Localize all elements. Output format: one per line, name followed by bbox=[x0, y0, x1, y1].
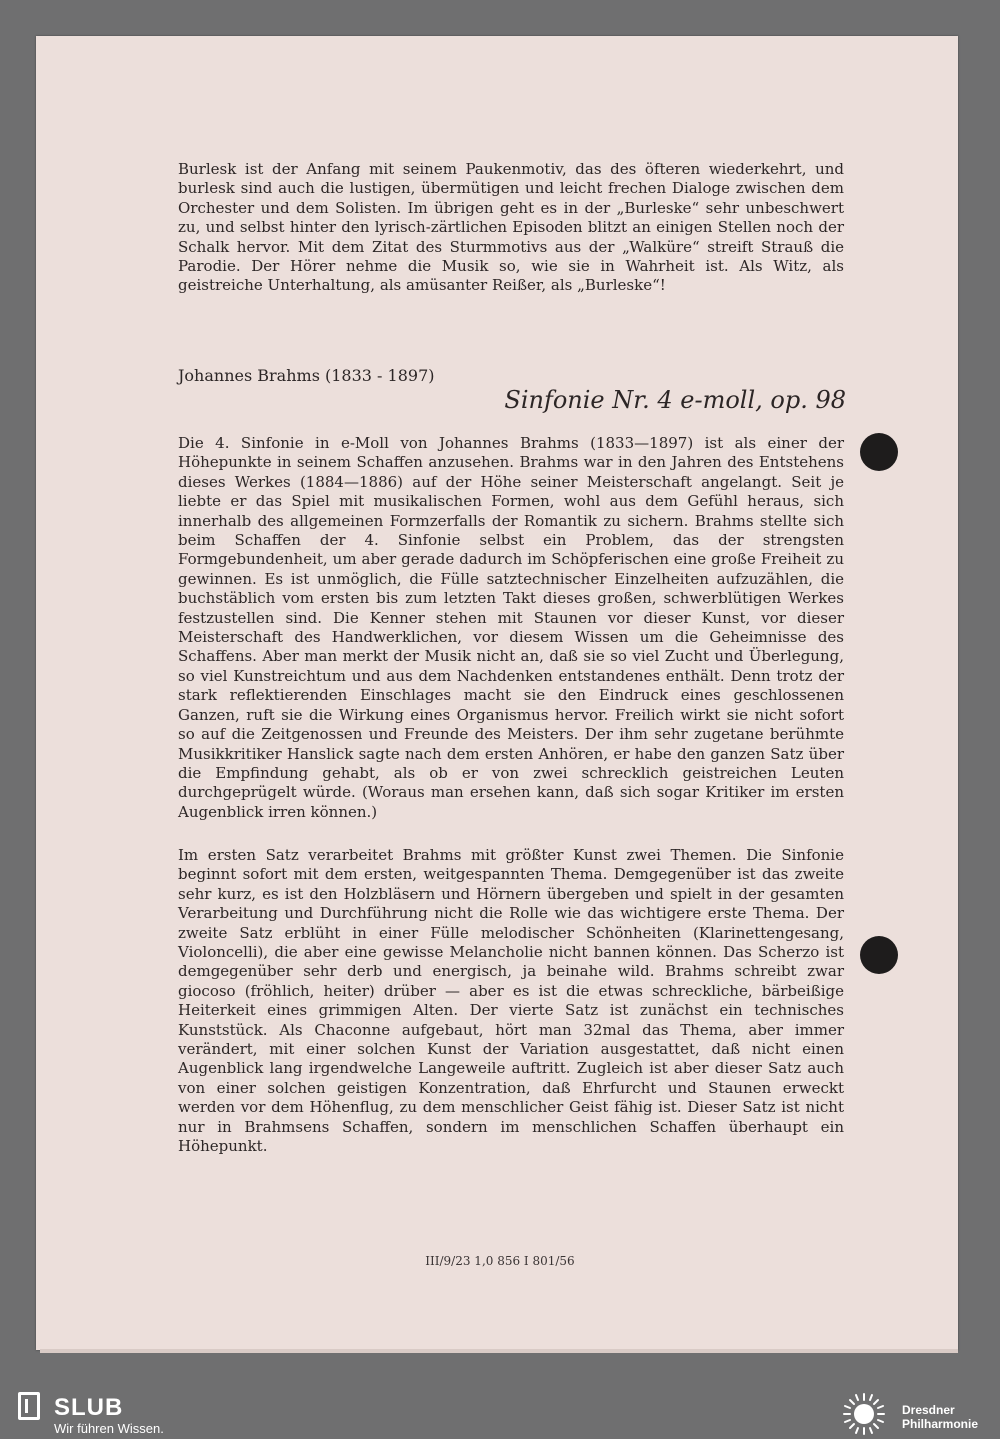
library-name: SLUB bbox=[54, 1394, 124, 1421]
punch-hole-bottom bbox=[860, 936, 898, 974]
library-tagline: Wir führen Wissen. bbox=[54, 1421, 164, 1436]
partner-name-line2: Philharmonie bbox=[902, 1417, 979, 1431]
punch-hole-top bbox=[860, 433, 898, 471]
partner-name bbox=[902, 1403, 978, 1431]
partner-name-line1: Dresdner bbox=[902, 1403, 955, 1417]
footer-bar bbox=[0, 1388, 1000, 1439]
composer-heading: Johannes Brahms (1833 - 1897) bbox=[178, 366, 435, 385]
print-code: III/9/23 1,0 856 I 801/56 bbox=[425, 1254, 575, 1268]
symphony-paragraph-1: Die 4. Sinfonie in e-Moll von Johannes Brahms (1833—1897) ist als einer der Höhepunkte in seinem Schaffen anzusehen. Brahms war in den Jahren des Entstehens dieses Werkes (1884—1886) auf der Höhe seiner Meisterschaft angelangt. Seit je liebte er das Spiel mit musikalischen Formen, wohl aus dem Gefühl heraus, sich innerhalb des allgemeinen Formzerfalls der Romantik zu sichern. Brahms stellte sich beim Schaffen der 4. Sinfonie selbst ein Problem, das der strengsten Formgebundenheit, um aber gerade dadurch im Schöpferischen eine große Freiheit zu gewinnen. Es ist unmöglich, die Fülle satztechnischer Einzelheiten aufzuzählen, die buchstäblich vom ersten bis zum letzten Takt dieses großen, schwerblütigen Werkes festzustellen sind. Die Kenner stehen mit Staunen vor dieser Kunst, vor dieser Meisterschaft des Handwerklichen, vor diesem Wissen um die Geheimnisse des Schaffens. Aber man merkt der Musik nicht an, daß sie so viel Zucht und Überlegung, so viel Kunstreichtum und aus dem Nachdenken entstandenes enthält. Denn trotz der stark reflektierenden Einschlages macht sie den Eindruck eines geschlossenen Ganzen, ruft sie die Wirkung eines Organismus hervor. Freilich wirkt sie nicht sofort so auf die Zeitgenossen und Freunde des Meisters. Der ihm sehr zugetane berühmte Musikkritiker Hanslick sagte nach dem ersten Anhören, er habe den ganzen Satz über die Empfindung gehabt, als ob er von zwei schrecklich geistreichen Leuten durchgeprügelt würde. (Woraus man ersehen kann, daß sich sogar Kritiker im ersten Augenblick irren können.) bbox=[178, 434, 844, 821]
slub-logo-icon bbox=[18, 1392, 40, 1420]
philharmonie-logo-icon bbox=[842, 1392, 886, 1436]
symphony-paragraph-2: Im ersten Satz verarbeitet Brahms mit größter Kunst zwei Themen. Die Sinfonie beginnt sofort mit dem ersten, weitgespannten Thema. Demgegenüber ist das zweite sehr kurz, es ist den Holzbläsern und Hörnern übergeben und spielt in der gesamten Verarbeitung und Durchführung nicht die Rolle wie das wichtigere erste Thema. Der zweite Satz erblüht in einer Fülle melodischer Schönheiten (Klarinettengesang, Violoncelli), die aber eine gewisse Melancholie nicht bannen können. Das Scherzo ist demgegenüber sehr derb und energisch, ja beinahe wild. Brahms schreibt zwar giocoso (fröhlich, heiter) drüber — aber es ist die etwas schreckliche, bärbeißige Heiterkeit eines grimmigen Alten. Der vierte Satz ist zunächst ein technisches Kunststück. Als Chaconne aufgebaut, hört man 32mal das Thema, aber immer verändert, mit einer solchen Kunst der Variation ausgestattet, daß nicht einen Augenblick lang irgendwelche Langeweile auftritt. Zugleich ist aber dieser Satz auch von einer solchen geistigen Konzentration, daß Ehrfurcht und Staunen erweckt werden vor dem Höhenflug, zu dem menschlicher Geist fähig ist. Dieser Satz ist nicht nur in Brahmsens Schaffen, sondern im menschlichen Schaffen überhaupt ein Höhepunkt. bbox=[178, 846, 844, 1156]
page-edge bbox=[40, 1349, 958, 1353]
work-title: Sinfonie Nr. 4 e-moll, op. 98 bbox=[504, 386, 846, 414]
burleske-paragraph: Burlesk ist der Anfang mit seinem Paukenmotiv, das des öfteren wiederkehrt, und burlesk sind auch die lustigen, übermütigen und leicht frechen Dialoge zwischen dem Orchester und dem Solisten. Im übrigen geht es in der „Burleske“ sehr unbeschwert zu, und selbst hinter den lyrisch-zärtlichen Episoden blitzt an einigen Stellen noch der Schalk hervor. Mit dem Zitat des Sturmmotivs aus der „Walküre“ streift Strauß die Parodie. Der Hörer nehme die Musik so, wie sie in Wahrheit ist. Als Witz, als geistreiche Unterhaltung, als amüsanter Reißer, als „Burleske“! bbox=[178, 160, 844, 295]
